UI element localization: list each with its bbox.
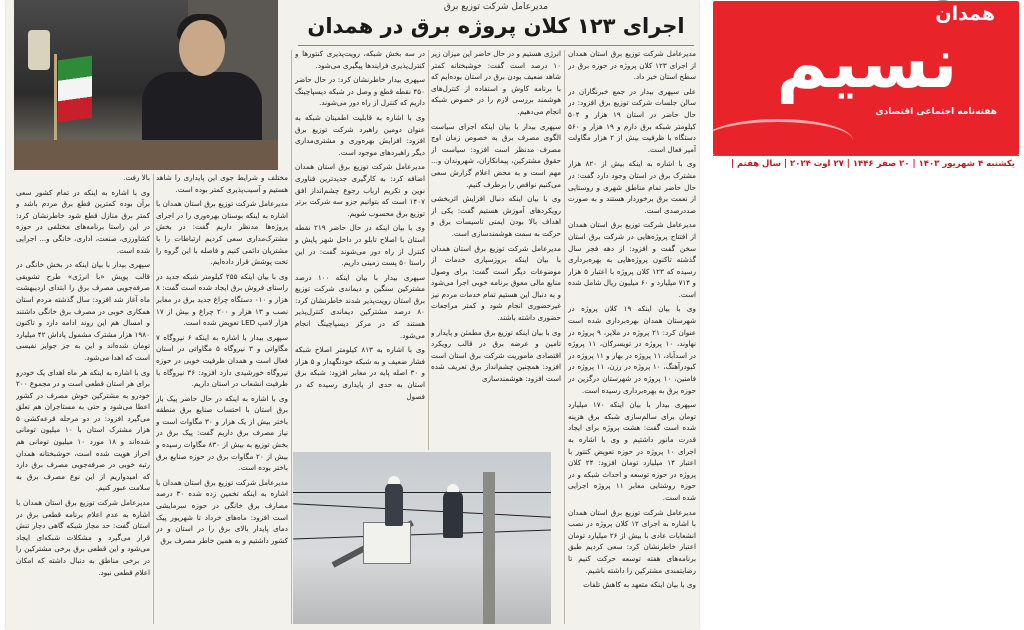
helmet-icon bbox=[447, 484, 459, 492]
paragraph: مدیرعامل شرکت توزیع برق استان همدان با اشاره به اجرای ۱۲ کلان پروژه در نصب انشعابات عادی با بیش از ۲۶ میلیارد تومان اعتبار خاطرنشان کرد: سعی کردیم طبق برنامه‌های هفته توسعه حرکت کنیم تا رضایتمندی مشترکین را داشته باشیم. bbox=[568, 507, 696, 575]
paragraph: وی با اشاره به اینکه بیش از ۸۲۰ هزار مشترک برق در استان وجود دارد گفت: در حال حاضر تمام مناطق شهری و روستایی از نعمت برق برخوردار هستند و به صورت صددرصدی است. bbox=[568, 159, 696, 215]
paragraph: سپهری بیدار با بیان اینکه ۱۷۰ میلیارد تومان برای سالم‌سازی شبکه برق هزینه شده است گفت: هشت پروژه برای ایجاد قدرت مانور داشتیم و وی با اشاره به اجرای ۱۰ پروژه در حوزه تعویض کنتور با اعتبار ۱۴ میلیارد تومان افزود: ۲۴ کلان پروژه در حوزه توسعه و احداث شبکه و در حوزه روشنایی معابر ۱۱ پروژه اجرایی شده است. bbox=[568, 400, 696, 502]
article-column-3 bbox=[295, 48, 425, 448]
paragraph: وی با بیان اینکه توزیع برق مطمئن و پایدار و تامین و عرضه برق در قالب رویکرد اقتصادی ماموریت شرکت برق استان است افزود: همچنین چشم‌انداز برق تعریف شده است افزود: هوشمندسازی bbox=[431, 327, 561, 384]
line-worker bbox=[443, 490, 463, 538]
headline-rule bbox=[298, 45, 694, 46]
paragraph: وی با بیان اینکه متعهد به کاهش تلفات bbox=[583, 580, 696, 590]
paragraph: سپهری بیدار با بیان اینکه ۱۰۰ درصد مشترکین سنگین و دیماندی شرکت توزیع برق استان رویت‌پذیر شدند خاطرنشان کرد: ۸۰ درصد مشترکین دیماندی کنترل‌پذیر هستند که در مرکز دیسپاچینگ انجام می‌شود. bbox=[295, 272, 425, 340]
masthead-tagline: هفته‌نامه اجتماعی اقتصادی bbox=[875, 107, 997, 117]
paragraph: وی با اشاره به اینکه هر ماه اهدای یک خودرو برای هر استان قطعی است و در مجموع ۲۰۰ خودرو به مشترکین خوش مصرف در کشور اعطا می‌شود و حتی به مستاجران هم تعلق می‌گیرد افزود: در دو مرحله قرعه‌کشی ۵ هزار مشترک استان با ۱۰ میلیون تومانی شده‌اند و ۱۸ مورد ۱۰ میلیون تومانی هم احراز هویت شده است، خوشبختانه همدان رتبه خوبی در صرفه‌جویی مصرف برق دارد که امیدواریم از این نوع مصرف برق به سلامت عبور کنیم. bbox=[16, 367, 150, 493]
paragraph: انرژی هستیم و در حال حاضر این میزان زیر ۱۰ درصد است گفت: خوشبختانه کمتر شاهد ضعیف بودن برق در استان بوده‌ایم که با برنامه کاوش و استفاده از کنترل‌های هوشمند بررسی لازم را در خصوص شبکه انجام می‌دهیم. bbox=[431, 49, 561, 116]
article-column-4 bbox=[156, 172, 288, 626]
paragraph: سپهری بیدار با اشاره به اینکه ۶ نیروگاه ۷ مگاواتی و ۳ نیروگاه ۵ مگاواتی در استان فعال است و همدان ظرفیت خوبی در حوزه نیروگاه خورشیدی دارد افزود: ۳۶ نیروگاه با ظرفیت انشعاب در استان داریم. bbox=[156, 332, 288, 389]
desk bbox=[14, 140, 278, 170]
line-worker bbox=[385, 482, 403, 526]
column-divider bbox=[428, 50, 429, 450]
iran-flag bbox=[58, 56, 92, 123]
issue-date-line: یکشنبه ۴ شهریور ۱۴۰۳ | ۲۰ صفر ۱۴۴۶ | ۲۷ اوت ۲۰۲۴ | سال هفتم | bbox=[713, 155, 1019, 172]
power-wire bbox=[293, 529, 551, 539]
paragraph: وی با بیان اینکه دنبال افزایش اثربخشی رویکردهای آموزش هستیم گفت: یکی از اهداف بالا بودن ایمنی تاسیسات برق و حرکت به سمت هوشمندسازی است. bbox=[431, 194, 561, 238]
paragraph: مدیرعامل شرکت توزیع برق استان همدان با اشاره به عدم اعلام برنامه قطعی برق در استان گفت: حد مجاز شبکه گاهی دچار تنش قرار می‌گیرد و مشکلات شبکه‌ای ایجاد می‌شود و این قطعی برق برخی مشترکین را در برخی مناطق به دنبال داشته که امکان اعلام قطعی نبود. bbox=[16, 498, 150, 577]
column-divider bbox=[291, 50, 292, 624]
power-wire bbox=[293, 503, 551, 518]
paragraph: سپهری بیدار با بیان اینکه در بخش خانگی در قالب پویش «با انرژی» طرح تشویقی صرفه‌جویی مصرف برق را ابتدای اردیبهشت ماه آغاز شد افزود: سال گذشته مردم استان همکاری خوبی در مصرف برق خانگی داشتند و امسال هم این روند ادامه دارد و تاکنون ۱۹۸۰ هزار مشترک مشمول پاداش ۴۲ میلیارد تومان شده‌اند و این به جز جوایز نفیسی است که اهدا می‌شود. bbox=[16, 260, 150, 362]
executive-photo bbox=[14, 0, 278, 170]
newspaper-masthead bbox=[712, 0, 1022, 174]
workers-photo bbox=[293, 452, 551, 624]
executive-head bbox=[179, 20, 225, 76]
paragraph: مدیرعامل شرکت توزیع برق استان همدان با بیان اینکه بروزسپاری خدمات از موضوعات دیگر است گفت: برای وصول منابع مالی معوق برنامه خوبی اجرا می‌شود و به دنبال این هستیم تمام خدمات مردم نیز غیرحضوری انجام شود و کمتر مراجعات حضوری داشته باشند. bbox=[431, 243, 561, 323]
logo-swoosh bbox=[713, 119, 853, 155]
paragraph: وی با اشاره به ۸۱۳ کیلومتر اصلاح شبکه فشار ضعیف و به شبکه خودنگهدار و ۵ هزار و ۳۰ اصله پایه در معابر افزود: شبکه برق استان به حدی از پایداری رسیده که در فصول bbox=[295, 345, 425, 401]
paragraph: وی با بیان اینکه ۲۵۵ کیلومتر شبکه جدید در راستای فروش برق ایجاد شده است گفت: ۸ هزار و ۰۱۰ دستگاه چراغ جدید برق در معابر نصب و ۱۳ هزار و ۲۰۰ چراغ و بیش از ۱۷ هزار لامپ LED تعویض شده است. bbox=[156, 271, 288, 328]
desk-lamp bbox=[28, 30, 50, 70]
article-column-1 bbox=[568, 48, 696, 626]
paragraph: وی با بیان اینکه در حال حاضر ۲۱۹ نقطه استان با اصلاح تابلو در داخل شهر پایش و کنترل از راه دور می‌شوند گفت: در این راستا ۵۰ پست زمینی داریم. bbox=[295, 223, 425, 268]
masthead-city: همدان bbox=[935, 3, 995, 25]
column-divider bbox=[153, 174, 154, 624]
paragraph: وی با بیان اینکه ۱۹ کلان پروژه در شهرستان همدان بهره‌برداری شده است عنوان کرد: ۲۱ پروژه در ملایر، ۹ پروژه در نهاوند، ۱۰ پروژه در تویسرکان، ۱۱ پروژه در اسدآباد، ۱۱ پروژه در بهار و ۱۱ پروژه در کبودرآهنگ، ۱۰ پروژه در رزن، ۱۱ پروژه در فامنین، ۱۰ پروژه در شهرستان درگزین در حوزه برق به بهره‌برداری رسیده است. bbox=[568, 304, 696, 395]
masthead-banner bbox=[713, 1, 1019, 155]
article-headline: اجرای ۱۲۳ کلان پروژه برق در همدان bbox=[307, 14, 685, 38]
paragraph: مدیرعامل شرکت توزیع برق استان همدان از اجرای ۱۲۳ کلان پروژه در حوزه برق در سطح استان خبر داد. bbox=[568, 49, 696, 82]
utility-pole bbox=[483, 472, 495, 624]
paragraph: وی با اشاره به اینکه در تمام کشور سعی برآن بوده کمترین قطع برق مردم باشد و کمتر برق منازل قطع شود خاطرنشان کرد: در این راستا برنامه‌های مختلفی در حوزه کشاورزی، صنعت، اداری، خانگی و... اجرایی شده است. bbox=[16, 187, 150, 255]
aerial-bucket bbox=[363, 522, 411, 564]
paragraph: مختلف و شرایط جوی این پایداری را شاهد هستیم و آسیب‌پذیری کمتر بوده است. bbox=[156, 173, 288, 194]
article-kicker: مدیرعامل شرکت توزیع برق bbox=[443, 2, 549, 12]
paragraph: سپهری بیدار با بیان اینکه اجرای سیاست الگوی مصرف برق به خصوص زمان اوج مصرف مدنظر است افزود: سیاست از حقوق مشترکین، پیمانکاران، شهروندان و... مهم است و به محض اعلام گزارش سعی می‌کنیم نواقص را برطرف کنیم. bbox=[431, 121, 561, 189]
paragraph: وی با اشاره به قابلیت اطمینان شبکه به عنوان دومین راهبرد شرکت توزیع برق افزود: افزایش بهره‌وری و مشتری‌مداری دیگر راهبردهای موجود است. bbox=[295, 112, 425, 157]
paragraph: بالا رفت. bbox=[123, 173, 150, 182]
paragraph: مدیرعامل شرکت توزیع برق استان همدان اضافه کرد: به کارگیری جدیدترین فناوری نوین و تکریم ارباب رجوع چشم‌انداز افق ۱۴۰۷ است که بتوانیم جزو سه شرکت برتر توزیع برق محسوب شویم. bbox=[295, 162, 425, 218]
newspaper-clipping bbox=[6, 0, 699, 630]
paragraph: سپهری بیدار خاطرنشان کرد: در حال حاضر ۴۵۰ نقطه قطع و وصل در شبکه دیسپاچینگ داریم که کنترل از راه دور می‌شوند. bbox=[295, 75, 425, 108]
column-divider bbox=[564, 50, 565, 624]
paragraph: مدیرعامل شرکت توزیع برق استان همدان با اشاره به اینکه بوستان بهره‌وری را در اجرای پروژه‌ها مدنظر داریم گفت: در بخش مشترک‌مداری سعی کردیم ارتباطات را با مشتریان دائمی کنیم و فاصله با این گروه را تحت پوشش قرار داده‌ایم. bbox=[156, 199, 288, 267]
paragraph: مدیرعامل شرکت توزیع برق استان همدان از افتتاح پروژه‌هایی در شرکت برق استان سخن گفت و افزود: از دهه فجر سال گذشته تاکنون پروژه‌هایی به بهره‌برداری رسیده که ۱۲۳ کلان پروژه با اعتبار ۵ هزار و ۷۱۴ میلیارد و ۶۰ میلیون ریال شامل شده است. bbox=[568, 220, 696, 299]
paragraph: مدیرعامل شرکت توزیع برق استان همدان با اشاره به اینکه تخمین زده شده ۳۰ درصد مصارف برق خانگی در حوزه سرمایشی است افزود: ماه‌های خرداد تا شهریور پیک دمای پایدار بالای برق را در استان و در کشور داشتیم و به همین خاطر مصرف برق bbox=[156, 477, 288, 545]
power-wire bbox=[293, 492, 551, 493]
flagpole bbox=[54, 54, 57, 154]
paragraph: وی با اشاره به اینکه در حال حاضر پیک بار برق استان با احتساب صنایع برق منطقه باختر بیش از یک هزار و ۳۰ مگاوات است و نیاز مصرف برق داریم گفت: پیک برق در بخش توزیع به بیش از ۸۳۰ مگاوات رسیده و بیش از ۲۰ مگاوات برق در حوزه صنایع برق باختر بوده است. bbox=[156, 393, 288, 473]
article-column-5 bbox=[16, 172, 150, 626]
paragraph: علی سپهری بیدار در جمع خبرنگاران در سالن جلسات شرکت توزیع برق افزود: در حال حاضر در استان ۱۹ هزار و ۵۰۴ کیلومتر شبکه برق دارم و ۱۹ هزار و ۵۶۰ دستگاه با ظرفیت بیش از ۲ هزار مگاولت آمپر فعال است. bbox=[568, 86, 696, 154]
helmet-icon bbox=[388, 476, 400, 484]
paragraph: در سه بخش شبکه، رویت‌پذیری کنتورها و کنترل‌پذیری فرایندها پیگیری می‌شود. bbox=[295, 49, 425, 70]
masthead-logo-text: نسیم bbox=[776, 22, 958, 104]
